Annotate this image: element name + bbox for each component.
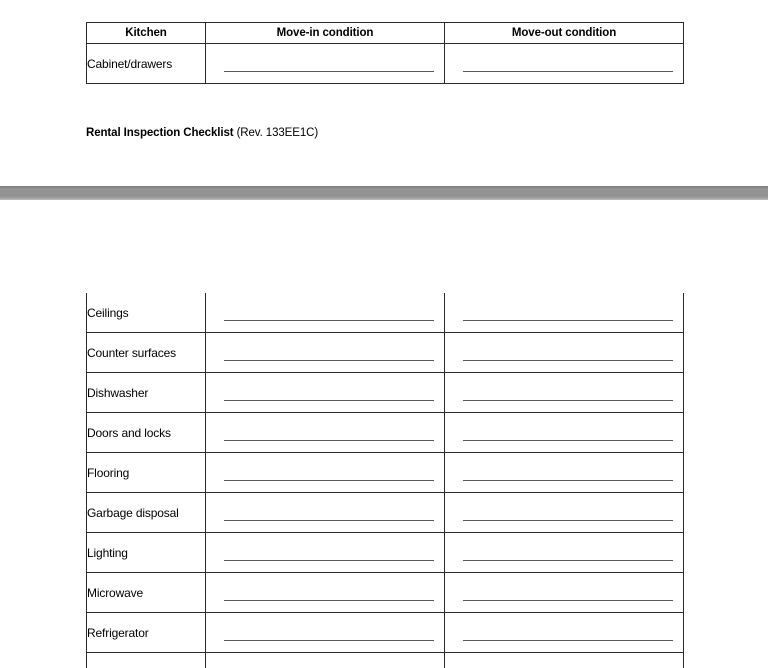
row-label-counter-surfaces: Counter surfaces bbox=[87, 333, 206, 373]
table-row bbox=[87, 493, 684, 533]
move-in-condition-field[interactable] bbox=[206, 373, 445, 413]
move-out-condition-field[interactable] bbox=[445, 413, 684, 453]
write-in-rule bbox=[463, 480, 673, 481]
page-separator-band bbox=[0, 186, 768, 200]
move-in-condition-field[interactable] bbox=[206, 653, 445, 668]
write-in-rule bbox=[224, 640, 434, 641]
move-out-condition-field[interactable] bbox=[445, 333, 684, 373]
move-in-condition-field[interactable] bbox=[206, 573, 445, 613]
caption-title: Rental Inspection Checklist bbox=[86, 127, 234, 139]
table-row bbox=[87, 293, 684, 333]
move-out-condition-field[interactable] bbox=[445, 533, 684, 573]
move-out-condition-field[interactable] bbox=[445, 653, 684, 668]
write-in-rule bbox=[463, 440, 673, 441]
move-out-condition-field[interactable] bbox=[445, 453, 684, 493]
move-in-condition-field[interactable] bbox=[206, 493, 445, 533]
table-row bbox=[87, 413, 684, 453]
move-out-condition-field[interactable] bbox=[445, 293, 684, 333]
write-in-rule bbox=[463, 71, 673, 72]
write-in-rule bbox=[224, 440, 434, 441]
table-row bbox=[87, 533, 684, 573]
move-out-condition-field[interactable] bbox=[445, 44, 684, 84]
move-in-condition-field[interactable] bbox=[206, 293, 445, 333]
table-row bbox=[87, 44, 684, 84]
write-in-rule bbox=[224, 360, 434, 361]
write-in-rule bbox=[463, 320, 673, 321]
table-row bbox=[87, 373, 684, 413]
move-in-condition-field[interactable] bbox=[206, 533, 445, 573]
write-in-rule bbox=[224, 320, 434, 321]
write-in-rule bbox=[463, 600, 673, 601]
table-row-partial bbox=[87, 653, 684, 668]
kitchen-inspection-table bbox=[86, 22, 684, 84]
table-row bbox=[87, 333, 684, 373]
move-out-condition-field[interactable] bbox=[445, 493, 684, 533]
write-in-rule bbox=[463, 400, 673, 401]
write-in-rule bbox=[463, 360, 673, 361]
column-header-move-out: Move-out condition bbox=[445, 23, 684, 44]
write-in-rule bbox=[224, 71, 434, 72]
move-in-condition-field[interactable] bbox=[206, 333, 445, 373]
kitchen-table-body bbox=[87, 44, 684, 84]
row-label-microwave: Microwave bbox=[87, 573, 206, 613]
row-label-flooring: Flooring bbox=[87, 453, 206, 493]
table-row bbox=[87, 453, 684, 493]
document-caption bbox=[86, 126, 318, 140]
move-in-condition-field[interactable] bbox=[206, 44, 445, 84]
move-out-condition-field[interactable] bbox=[445, 573, 684, 613]
table-row bbox=[87, 573, 684, 613]
row-label-refrigerator: Refrigerator bbox=[87, 613, 206, 653]
row-label-garbage-disposal: Garbage disposal bbox=[87, 493, 206, 533]
row-label-partial bbox=[87, 653, 206, 668]
move-out-condition-field[interactable] bbox=[445, 373, 684, 413]
write-in-rule bbox=[224, 520, 434, 521]
write-in-rule bbox=[463, 560, 673, 561]
write-in-rule bbox=[463, 520, 673, 521]
move-out-condition-field[interactable] bbox=[445, 613, 684, 653]
table-row bbox=[87, 613, 684, 653]
column-header-item: Kitchen bbox=[87, 23, 206, 44]
caption-revision: (Rev. 133EE1C) bbox=[233, 127, 319, 139]
table-header-row bbox=[87, 23, 684, 44]
write-in-rule bbox=[224, 560, 434, 561]
row-label-cabinet-drawers: Cabinet/drawers bbox=[87, 44, 206, 84]
column-header-move-in: Move-in condition bbox=[206, 23, 445, 44]
move-in-condition-field[interactable] bbox=[206, 453, 445, 493]
write-in-rule bbox=[224, 600, 434, 601]
bottom-table-viewport bbox=[0, 293, 768, 668]
continued-table-body bbox=[87, 293, 684, 668]
move-in-condition-field[interactable] bbox=[206, 413, 445, 453]
row-label-lighting: Lighting bbox=[87, 533, 206, 573]
row-label-ceilings: Ceilings bbox=[87, 293, 206, 333]
write-in-rule bbox=[224, 480, 434, 481]
kitchen-inspection-table-continued bbox=[86, 293, 684, 668]
write-in-rule bbox=[224, 400, 434, 401]
move-in-condition-field[interactable] bbox=[206, 613, 445, 653]
row-label-dishwasher: Dishwasher bbox=[87, 373, 206, 413]
row-label-doors-and-locks: Doors and locks bbox=[87, 413, 206, 453]
write-in-rule bbox=[463, 640, 673, 641]
